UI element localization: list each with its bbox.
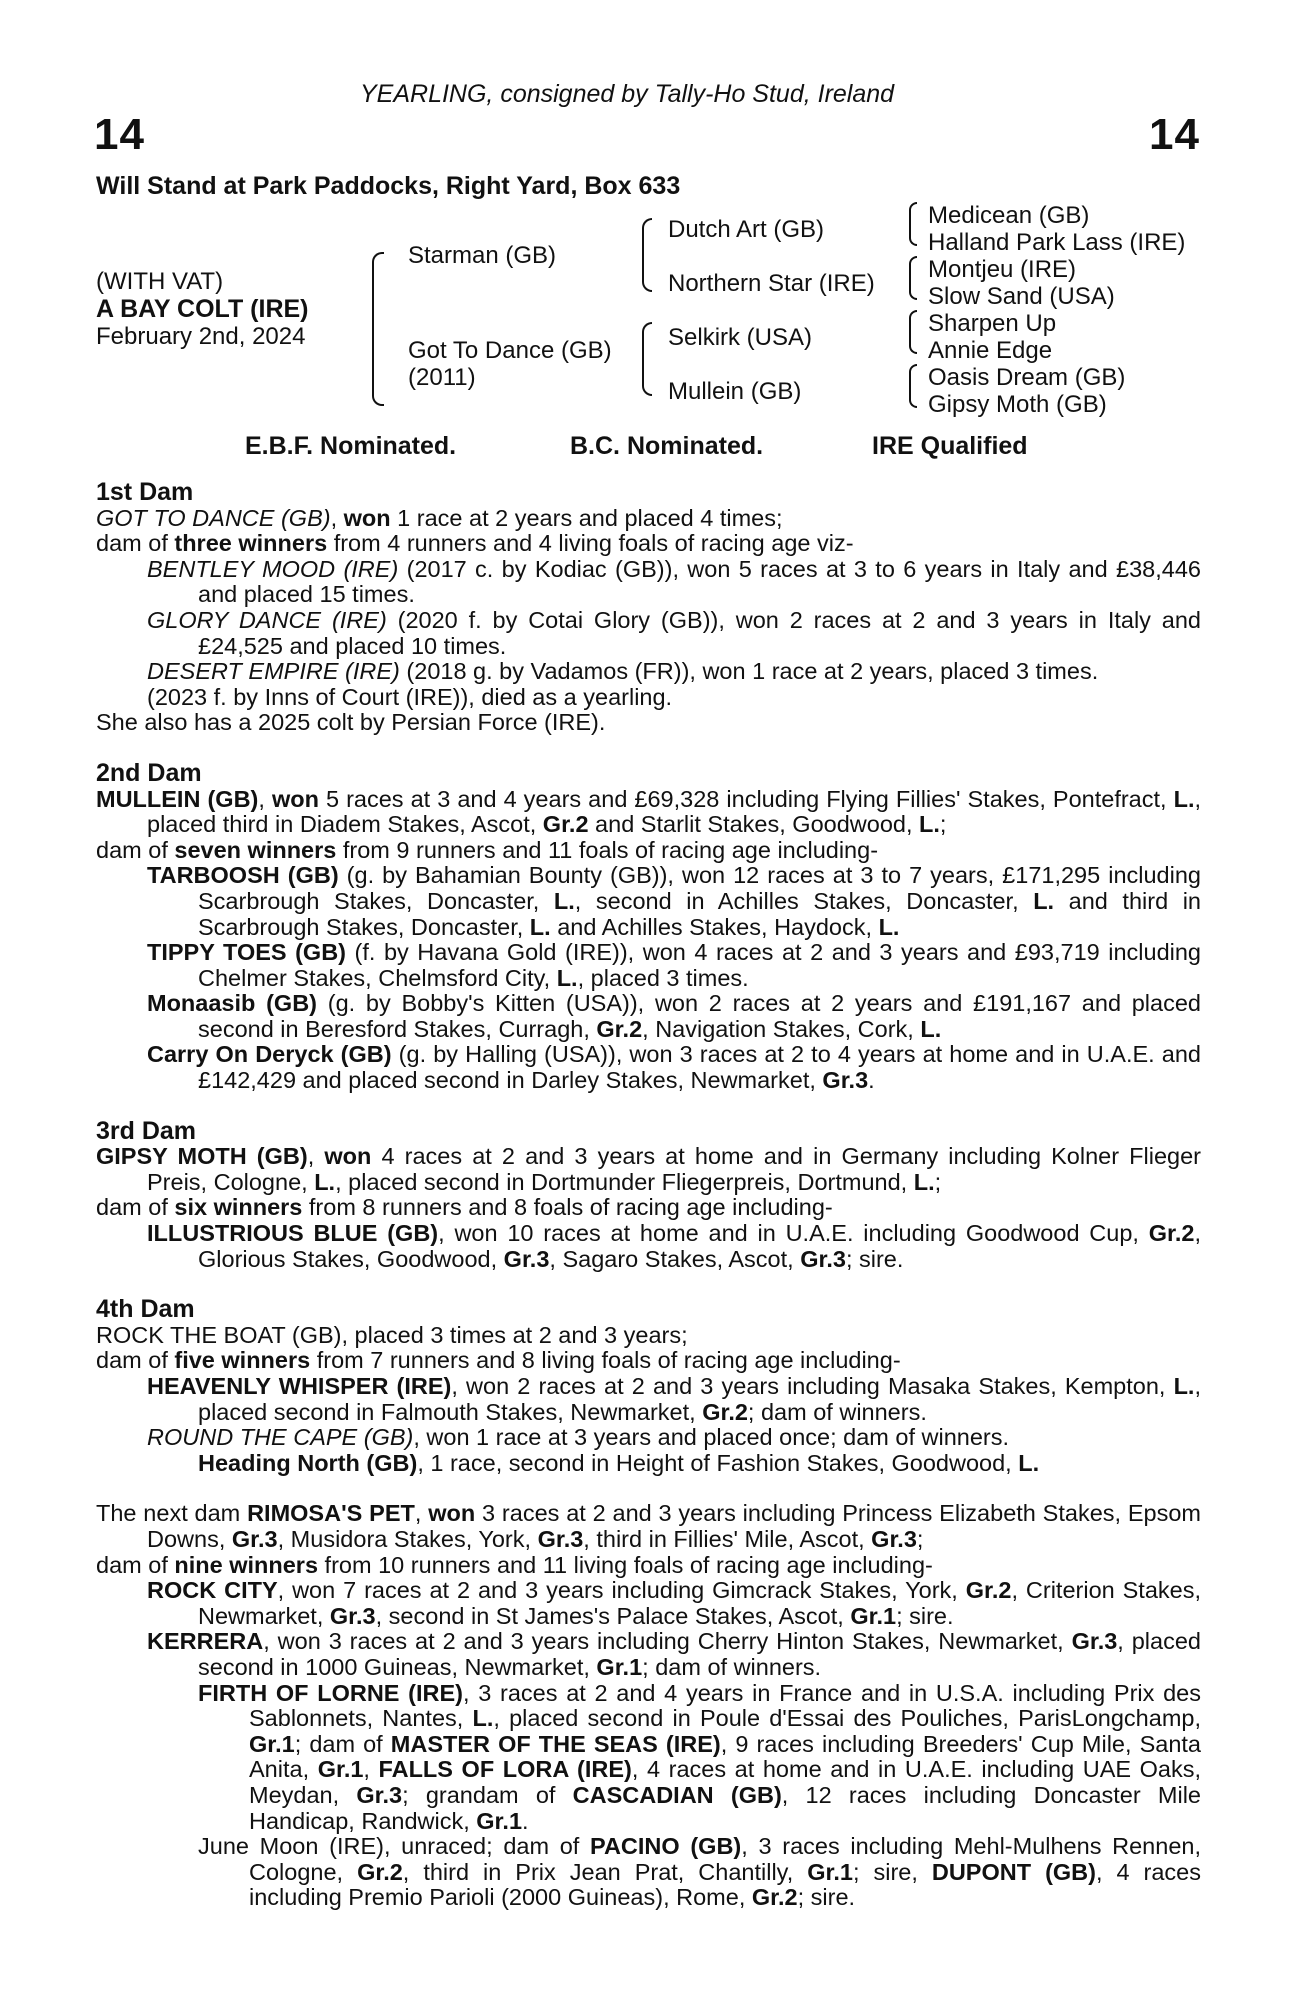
horse-dob: February 2nd, 2024 xyxy=(96,323,306,350)
next-dam-produce-1: ROCK CITY, won 7 races at 2 and 3 years including Gimcrack Stakes, York, Gr.2, Criterion Stakes, Newmarket, Gr.3, second in St James's Palace Stakes, Ascot, Gr.1; sire. xyxy=(147,1577,1201,1629)
third-dam-produce-summary: dam of six winners from 8 runners and 8 foals of racing age including- xyxy=(96,1194,833,1221)
pedigree-brace-g3 xyxy=(909,310,917,354)
ancestor-4: Slow Sand (USA) xyxy=(928,283,1115,310)
pedigree-brace-dam xyxy=(642,322,652,396)
first-dam-produce-summary: dam of three winners from 4 runners and 4 living foals of racing age viz- xyxy=(96,530,854,557)
dam-dam-name: Mullein (GB) xyxy=(668,378,802,405)
ancestor-2: Halland Park Lass (IRE) xyxy=(928,229,1186,256)
ancestor-1: Medicean (GB) xyxy=(928,202,1090,229)
pedigree-brace-g4 xyxy=(909,364,917,408)
second-dam-produce-1: TARBOOSH (GB) (g. by Bahamian Bounty (GB)), won 12 races at 3 to 7 years, £171,295 including Scarbrough Stakes, Doncaster, L., second in Achilles Stakes, Doncaster, L. and third in Scarbrough Stakes, Doncaster, L. and Achilles Stakes, Haydock, L. xyxy=(147,862,1201,940)
dam-sire-name: Selkirk (USA) xyxy=(668,324,813,351)
ancestor-5: Sharpen Up xyxy=(928,310,1057,337)
ancestor-6: Annie Edge xyxy=(928,337,1053,364)
sire-name: Starman (GB) xyxy=(408,242,557,269)
horse-name: A BAY COLT (IRE) xyxy=(96,295,309,323)
second-dam-heading: 2nd Dam xyxy=(96,758,202,787)
first-dam-produce-3: DESERT EMPIRE (IRE) (2018 g. by Vadamos (FR)), won 1 race at 2 years, placed 3 times. xyxy=(147,658,1099,685)
fourth-dam-line: ROCK THE BOAT (GB), placed 3 times at 2 and 3 years; xyxy=(96,1321,688,1348)
second-dam-produce-4: Carry On Deryck (GB) (g. by Halling (USA)), won 3 races at 2 to 4 years at home and in U.A.E. and £142,429 and placed second in Darley Stakes, Newmarket, Gr.3. xyxy=(147,1041,1201,1094)
fourth-dam-produce-1: HEAVENLY WHISPER (IRE), won 2 races at 2 and 3 years including Masaka Stakes, Kempton, L., placed second in Falmouth Stakes, Newmarket, Gr.2; dam of winners. xyxy=(147,1373,1201,1425)
ancestor-7: Oasis Dream (GB) xyxy=(928,364,1126,391)
ancestor-3: Montjeu (IRE) xyxy=(928,256,1077,283)
produce-record xyxy=(96,480,1201,1911)
fourth-dam-grandproduce-1: Heading North (GB), 1 race, second in Height of Fashion Stakes, Goodwood, L. xyxy=(198,1449,1040,1476)
dam-name: Got To Dance (GB) xyxy=(408,337,612,364)
next-dam-grandproduce-1: FIRTH OF LORNE (IRE), 3 races at 2 and 4 years in France and in U.S.A. including Prix des Sablonnets, Nantes, L., placed second in Poule d'Essai des Pouliches, ParisLongchamp, Gr.1; dam of MASTER OF THE SEAS (IRE), 9 races including Breeders' Cup Mile, Santa Anita, Gr.1, FALLS OF LORA (IRE), 4 races at home and in U.A.E. including UAE Oaks, Meydan, Gr.3; grandam of CASCADIAN (GB), 12 races including Doncaster Mile Handicap, Randwick, Gr.1. xyxy=(198,1679,1202,1834)
bc-nomination: B.C. Nominated. xyxy=(570,432,764,460)
first-dam-produce-4: (2023 f. by Inns of Court (IRE)), died as a yearling. xyxy=(147,683,673,710)
ebf-nomination: E.B.F. Nominated. xyxy=(245,432,457,460)
ancestor-8: Gipsy Moth (GB) xyxy=(928,391,1107,418)
second-dam-line: MULLEIN (GB), won 5 races at 3 and 4 years and £69,328 including Flying Fillies' Stakes, Pontefract, L., placed third in Diadem Stakes, Ascot, Gr.2 and Starlit Stakes, Goodwood, L.; xyxy=(96,785,1202,838)
first-dam-line: GOT TO DANCE (GB), won 1 race at 2 years and placed 4 times; xyxy=(96,504,783,531)
lot-number-left: 14 xyxy=(94,110,145,159)
stand-location: Will Stand at Park Paddocks, Right Yard, Box 633 xyxy=(96,172,681,200)
lot-number-right: 14 xyxy=(1149,110,1200,159)
pedigree-brace-g2 xyxy=(909,256,917,300)
first-dam-produce-1: BENTLEY MOOD (IRE) (2017 c. by Kodiac (GB)), won 5 races at 3 to 6 years in Italy and £38,446 and placed 15 times. xyxy=(147,555,1201,608)
pedigree-brace-g1 xyxy=(909,202,917,246)
first-dam-heading: 1st Dam xyxy=(96,478,194,506)
consignor-subtitle: YEARLING, consigned by Tally-Ho Stud, Ireland xyxy=(360,80,895,108)
fourth-dam-produce-2: ROUND THE CAPE (GB), won 1 race at 3 years and placed once; dam of winners. xyxy=(147,1424,1010,1451)
fourth-dam-heading: 4th Dam xyxy=(96,1295,195,1324)
second-dam-produce-summary: dam of seven winners from 9 runners and 11 foals of racing age including- xyxy=(96,836,879,863)
second-dam-produce-2: TIPPY TOES (GB) (f. by Havana Gold (IRE)), won 4 races at 2 and 3 years and £93,719 including Chelmer Stakes, Chelmsford City, L., placed 3 times. xyxy=(147,939,1202,991)
first-dam-note: She also has a 2025 colt by Persian Force (IRE). xyxy=(96,709,606,736)
pedigree-brace-main xyxy=(372,252,384,406)
next-dam-produce-summary: dam of nine winners from 10 runners and 11 living foals of racing age including- xyxy=(96,1551,933,1578)
next-dam-line: The next dam RIMOSA'S PET, won 3 races at 2 and 3 years including Princess Elizabeth Stakes, Epsom Downs, Gr.3, Musidora Stakes, York, Gr.3, third in Fillies' Mile, Ascot, Gr.3; xyxy=(96,1500,1201,1552)
next-dam-produce-2: KERRERA, won 3 races at 2 and 3 years including Cherry Hinton Stakes, Newmarket, Gr.3, placed second in 1000 Guineas, Newmarket, Gr.1; dam of winners. xyxy=(147,1628,1201,1680)
first-dam-produce-2: GLORY DANCE (IRE) (2020 f. by Cotai Glory (GB)), won 2 races at 2 and 3 years in Italy and £24,525 and placed 10 times. xyxy=(147,606,1201,659)
dam-foaled-year: (2011) xyxy=(408,364,476,391)
third-dam-produce-1: ILLUSTRIOUS BLUE (GB), won 10 races at home and in U.A.E. including Goodwood Cup, Gr.2, Glorious Stakes, Goodwood, Gr.3, Sagaro Stakes, Ascot, Gr.3; sire. xyxy=(147,1220,1201,1272)
third-dam-line: GIPSY MOTH (GB), won 4 races at 2 and 3 years at home and in Germany including Kolner Flieger Preis, Cologne, L., placed second in Dortmunder Fliegerpreis, Dortmund, L.; xyxy=(96,1143,1201,1195)
next-dam-grandproduce-2: June Moon (IRE), unraced; dam of PACINO (GB), 3 races including Mehl-Mulhens Rennen, Cologne, Gr.2, third in Prix Jean Prat, Chantilly, Gr.1; sire, DUPONT (GB), 4 races including Premio Parioli (2000 Guineas), Rome, Gr.2; sire. xyxy=(198,1833,1202,1911)
vat-note: (WITH VAT) xyxy=(96,268,224,295)
ire-qualified: IRE Qualified xyxy=(872,432,1028,460)
sire-dam-name: Northern Star (IRE) xyxy=(668,270,875,297)
pedigree-brace-sire xyxy=(642,218,652,292)
third-dam-heading: 3rd Dam xyxy=(96,1116,197,1145)
fourth-dam-produce-summary: dam of five winners from 7 runners and 8 living foals of racing age including- xyxy=(96,1347,901,1374)
second-dam-produce-3: Monaasib (GB) (g. by Bobby's Kitten (USA)), won 2 races at 2 years and £191,167 and placed second in Beresford Stakes, Curragh, Gr.2, Navigation Stakes, Cork, L. xyxy=(147,990,1201,1042)
sire-sire-name: Dutch Art (GB) xyxy=(668,216,825,243)
